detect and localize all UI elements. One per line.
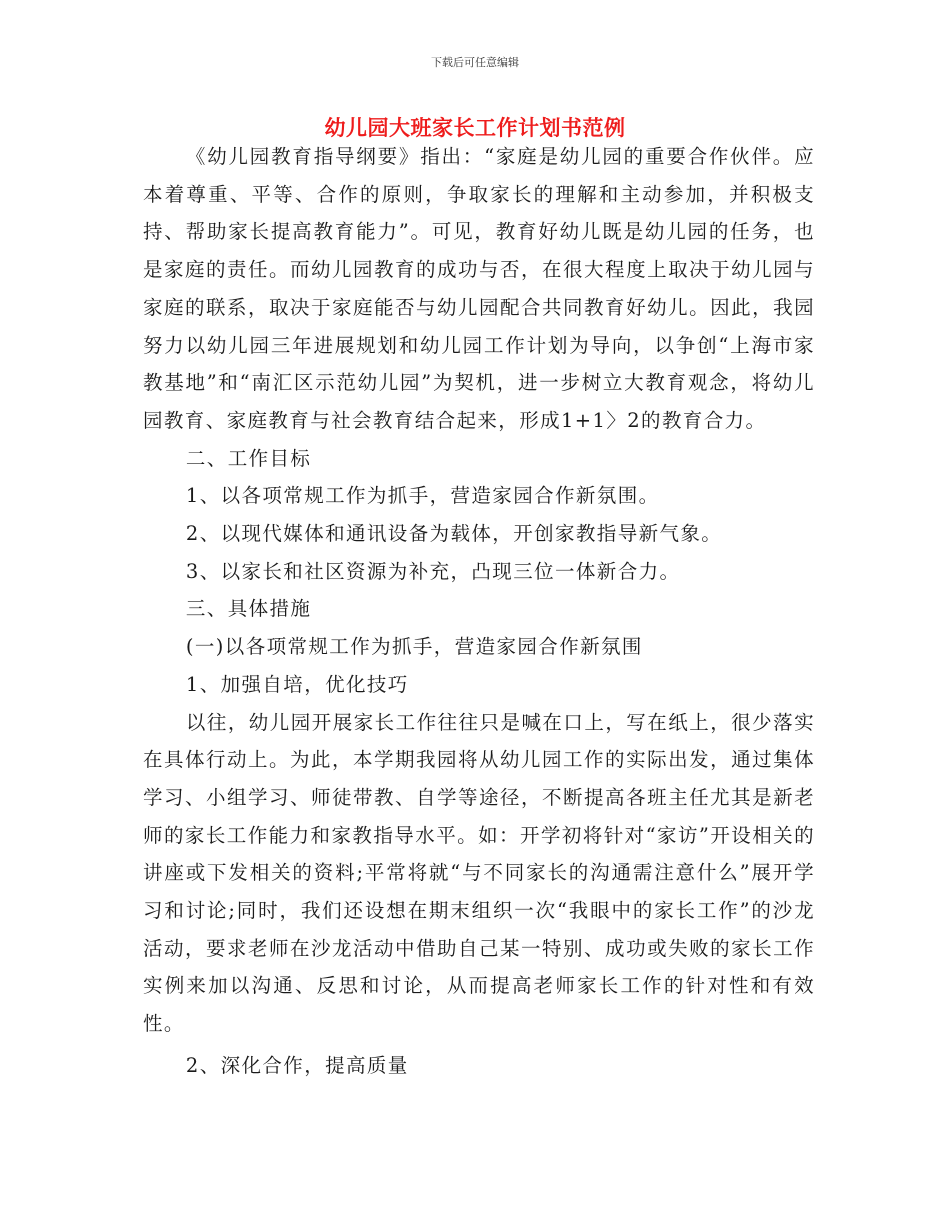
subheading-deepen-cooperation: 2、深化合作，提高质量 <box>185 1053 409 1077</box>
page-header-note: 下载后可任意编辑 <box>431 56 519 69</box>
paragraph-intro: 《幼儿园教育指导纲要》指出：“家庭是幼儿园的重要合作伙伴。应本着尊重、平等、合作的原则，争取家长的理解和主动参加，并积极支持、帮助家长提高教育能力”。可见，教育好幼儿既是幼儿园的任务，也是家庭的责任。而幼儿园教育的成功与否，在很大程度上取决于幼儿园与家庭的联系，取决于家庭能否与幼儿园配合共同教育好幼儿。因此，我园努力以幼儿园三年进展规划和幼儿园工作计划为导向，以争创“上海市家教基地”和“南汇区示范幼儿园”为契机，进一步树立大教育观念，将幼儿园教育、家庭教育与社会教育结合起来，形成1+1〉2的教育合力。 <box>143 145 815 432</box>
goal-item-3: 3、以家长和社区资源为补充，凸现三位一体新合力。 <box>185 559 681 583</box>
subheading-self-training: 1、加强自培，优化技巧 <box>185 672 409 696</box>
subheading-routine-work: (一)以各项常规工作为抓手，营造家园合作新氛围 <box>185 635 643 659</box>
heading-work-goals: 二、工作目标 <box>185 446 312 470</box>
document-title: 幼儿园大班家长工作计划书范例 <box>324 116 626 140</box>
goal-item-2: 2、以现代媒体和通讯设备为载体，开创家教指导新气象。 <box>185 522 723 546</box>
heading-measures: 三、具体措施 <box>185 597 312 621</box>
document-body <box>143 138 815 1085</box>
paragraph-self-training: 以往，幼儿园开展家长工作往往只是喊在口上，写在纸上，很少落实在具体行动上。为此，本学期我园将从幼儿园工作的实际出发，通过集体学习、小组学习、师徒带教、自学等途径，不断提高各班主任尤其是新老师的家长工作能力和家教指导水平。如：开学初将针对“家访”开设相关的讲座或下发相关的资料;平常将就“与不同家长的沟通需注意什么”展开学习和讨论;同时，我们还设想在期末组织一次“我眼中的家长工作”的沙龙活动，要求老师在沙龙活动中借助自己某一特别、成功或失败的家长工作实例来加以沟通、反思和讨论，从而提高老师家长工作的针对性和有效性。 <box>143 710 815 1036</box>
goal-item-1: 1、以各项常规工作为抓手，营造家园合作新氛围。 <box>185 484 660 508</box>
